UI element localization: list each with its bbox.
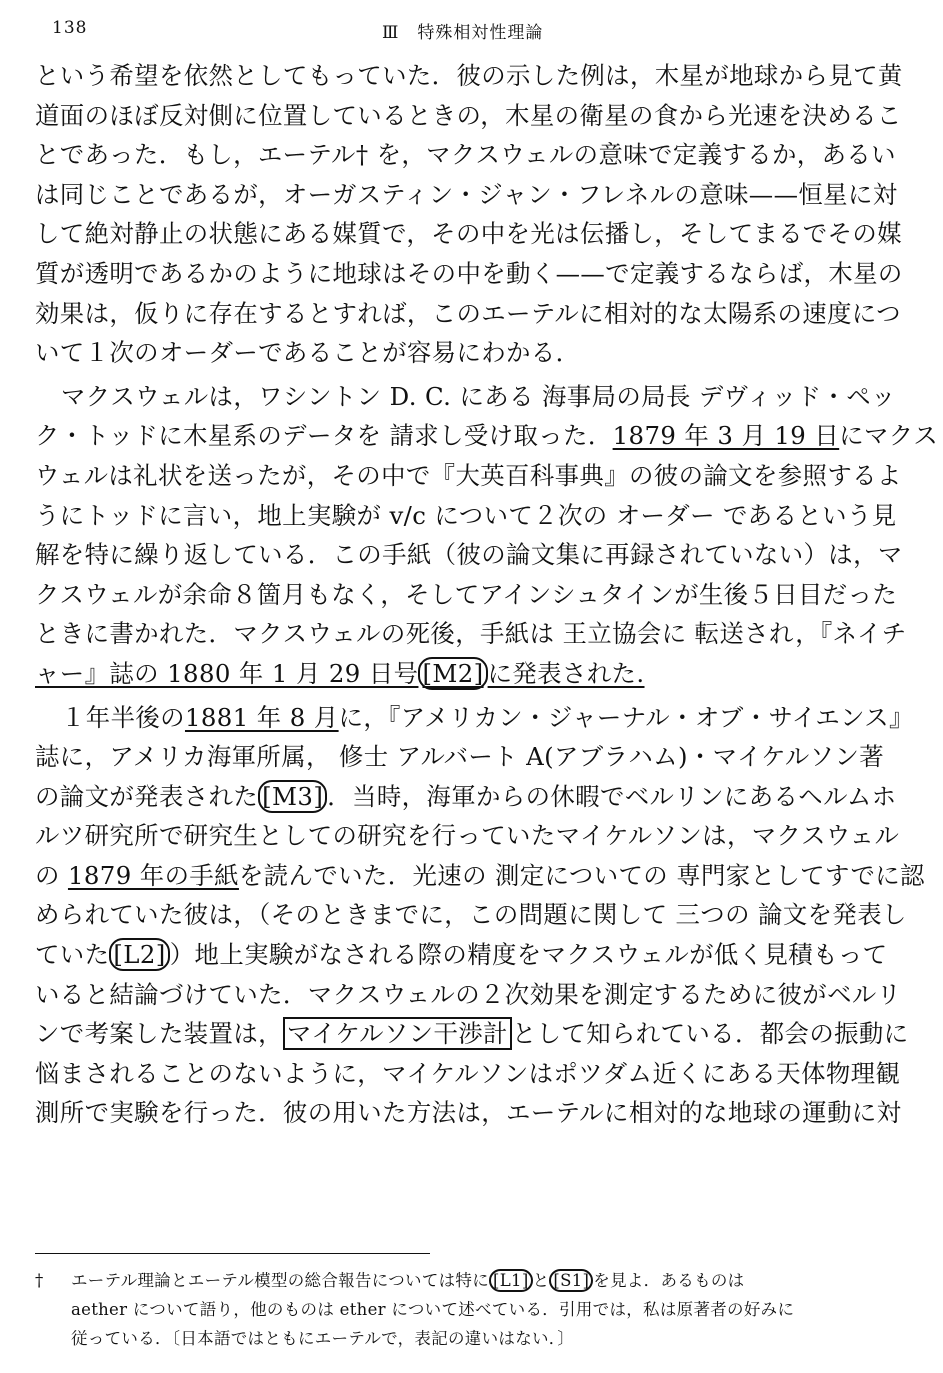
text-span: と: [532, 1271, 550, 1290]
boxed-term: マイケルソン干渉計: [283, 1017, 512, 1050]
text-line: 効果は，仮りに存在するとすれば，このエーテルに相対的な太陽系の速度につ: [35, 298, 901, 328]
text-line: とであった．もし，エーテル† を，マクスウェルの意味で定義するか，あるい: [35, 140, 896, 170]
text-span: ていた: [35, 940, 110, 970]
text-span: の論文が発表された: [35, 781, 259, 811]
text-span: ャー』誌の 1880 年 1 月 29 日号: [35, 658, 419, 688]
text-span: １年半後の: [61, 702, 185, 732]
text-line: クスウェルが余命８箇月もなく，そしてアインシュタインが生後５日目だった: [35, 579, 898, 609]
footnote-line: 従っている．〔日本語ではともにエーテルで，表記の違いはない．〕: [71, 1329, 575, 1348]
paragraph-3: [35, 698, 925, 1134]
text-span: に発表された.: [487, 658, 645, 688]
paragraph-1: [35, 56, 905, 373]
text-span: ．当時，海軍からの休暇でベルリンにあるヘルムホ: [327, 781, 897, 811]
text-line: という希望を依然としてもっていた．彼の示した例は，木星が地球から見て黄: [35, 61, 903, 90]
text-line: 解を特に繰り返している．この手紙（彼の論文集に再録されていない）は，マ: [35, 540, 903, 570]
text-line: [35, 935, 905, 975]
running-head: Ⅲ 特殊相対性理論: [382, 23, 544, 43]
page-header: [52, 18, 903, 46]
text-line: は同じことであるが，オーガスティン・ジャン・フレネルの意味——恒星に対: [35, 179, 898, 209]
text-span: エーテル理論とエーテル模型の総合報告については特に: [71, 1271, 490, 1290]
text-span: の: [35, 860, 68, 890]
text-line: マクスウェルは，ワシントン D. C. にある 海事局の局長 デヴィッド・ペッ: [61, 381, 896, 411]
text-line: [35, 856, 925, 896]
text-line: ときに書かれた．マクスウェルの死後，手紙は 王立協会に 転送され，『ネイチ: [35, 619, 907, 649]
body-text: [35, 56, 939, 1137]
underlined-date: 1881 年 8 月: [184, 702, 339, 732]
text-line: 測所で実験を行った．彼の用いた方法は，エーテルに相対的な地球の運動に対: [35, 1098, 902, 1128]
text-line: 質が透明であるかのように地球はその中を動く——で定義するならば，木星の: [35, 258, 903, 288]
footnote-marker: †: [35, 1271, 44, 1290]
text-line: [35, 654, 905, 694]
text-line: [35, 777, 905, 817]
text-line: 誌に，アメリカ海軍所属， 修士 アルバート A(アブラハム)・マイケルソン著: [35, 742, 885, 772]
page-number: 138: [52, 18, 88, 38]
text-line: められていた彼は，（そのときまでに，この問題に関して 三つの 論文を発表し: [35, 900, 907, 930]
text-line: [35, 416, 939, 456]
text-line: して絶対静止の状態にある媒質で，その中を光は伝播し，そしてまるでその媒: [35, 219, 902, 249]
citation-m2: [M2]: [418, 657, 487, 690]
text-line: ウェルは礼状を送ったが，その中で『大英百科事典』の彼の論文を参照するよ: [35, 460, 902, 490]
text-line: 道面のほぼ反対側に位置しているときの，木星の衛星の食から光速を決めるこ: [35, 100, 902, 130]
citation-l2: [L2]: [109, 938, 169, 971]
text-span: ク・トッドに木星系のデータを 請求し受け取った．: [35, 421, 613, 451]
citation-s1: [S1]: [549, 1269, 593, 1292]
paragraph-2: [35, 377, 939, 694]
underlined-phrase: 1879 年の手紙: [67, 860, 239, 890]
text-line: ルツ研究所で研究生としての研究を行っていたマイケルソンは，マクスウェル: [35, 821, 900, 851]
text-line: いて１次のオーダーであることが容易にわかる．: [35, 338, 581, 368]
text-span: ）地上実験がなされる際の精度をマクスウェルが低く見積もって: [169, 940, 888, 970]
text-line: [35, 1014, 909, 1054]
text-span: として知られている．都会の振動に: [511, 1019, 909, 1049]
underlined-date: 1879 年 3 月 19 日: [612, 421, 840, 451]
footnote-line: [35, 1266, 905, 1295]
text-line: うにトッドに言い，地上実験が v/c について２次の オーダー であるという見: [35, 500, 897, 530]
text-span: に，『アメリカン・ジャーナル・オブ・サイエンス』: [338, 702, 914, 732]
text-span: ンで考案した装置は，: [35, 1019, 283, 1049]
text-span: にマクス: [839, 421, 939, 451]
citation-l1: [L1]: [489, 1269, 533, 1292]
footnote-rule: [35, 1253, 430, 1254]
text-line: 悩まされることのないように，マイケルソンはポツダム近くにある天体物理観: [35, 1058, 901, 1088]
text-span: を見よ．あるものは: [593, 1271, 745, 1290]
text-line: [35, 698, 914, 738]
footnote-line: aether について語り，他のものは ether について述べている．引用では，私は原著者の好みに: [71, 1300, 795, 1319]
text-line: いると結論づけていた．マクスウェルの２次効果を測定するために彼がベルリ: [35, 979, 902, 1009]
text-span: を読んでいた．光速の 測定についての 専門家としてすでに認: [238, 860, 925, 890]
footnote: [35, 1266, 905, 1353]
citation-m3: [M3]: [258, 780, 327, 813]
